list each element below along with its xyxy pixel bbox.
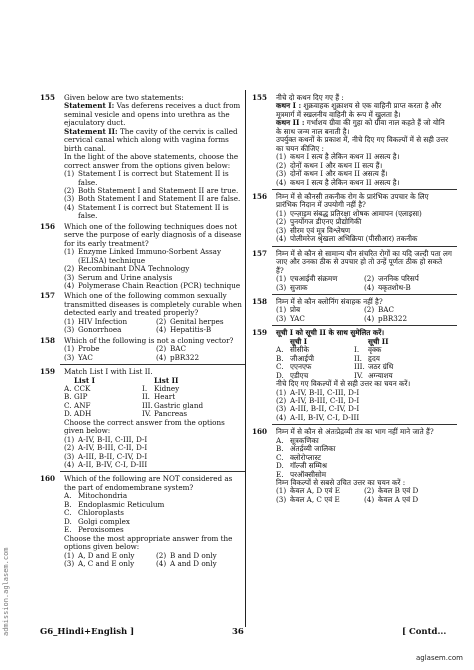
- question-instruction: In the light of the above statements, choose the correct answer from the options given below:: [64, 152, 239, 170]
- question-number: 160: [252, 427, 268, 437]
- statement-2-text: गर्भाशय ग्रीवा की गुहा को ग्रीवा नाल कहते हैं जो योनि के साथ जन्म नाल बनाती है।: [276, 118, 445, 136]
- question-text: निम्न में से कौन से अंतःप्रेद्रव्यी तंत्र का भाग नहीं माने जाते हैं?: [276, 427, 434, 437]
- option: (4) Statement I is correct but Statement II is false.: [64, 202, 229, 221]
- statement-2-text: The cavity of the cervix is called cervical canal which along with vagina forms birth canal.: [64, 126, 238, 153]
- divider: [272, 325, 457, 326]
- question-text: Which one of the following techniques does not serve the purpose of early diagnosis of a disease for its early treatment?: [64, 221, 242, 248]
- question-text: Which one of the following common sexually transmitted diseases is completely curable when detected early and treated properly?: [64, 291, 242, 318]
- question-159-hi: 159 सूची I को सूची II के साथ सुमेलित करें। सूची I सूची II A. सीसीके I. वृक्क B. जीआईपी II. हृदय C. एएनएफ III. जठर ग्रंथि D. एडीएच IV. अग्न्याशय नीचे दिए गए विकल्पों में से सही उत्तर का चयन करें। (1) A-IV, B-II, C-III, D-I (2) A-IV, B-III, C-II, D-I (3) A-III, B-II, C-IV, D-I (4) A-II, B-IV, C-I, D-III: [252, 329, 452, 422]
- question-number: 156: [40, 221, 56, 231]
- question-157-hi: 157 निम्न में से कौन से सामान्य यौन संचरित रोगों का यदि जल्दी पता लग जाए और उनका ठीक से उपचार हो तो उन्हें पूर्णतः ठीक हो सकते हैं? (1) एचआईवी संक्रमण (2) जननिक परिसर्प (3) सुजाक (4) यकृतशोथ-B: [252, 248, 452, 292]
- question-number: 158: [252, 296, 268, 306]
- watermark: admission.aglasem.com: [2, 547, 10, 636]
- hindi-column: [252, 94, 452, 506]
- question-156-hi: 156 निम्न में से कौनसी तकनीक रोग के प्रारंभिक उपचार के लिए प्रारंभिक निदान में उपयोगी नहीं है? (1) एन्ज़ाइम संबद्ध प्रतिरक्षा शोषक आमापन (एलाइसा) (2) पुनर्योगज डीएनए प्रौद्योगिकी (3) सीरम एवं मूत्र विश्लेषण (4) पोलीमरेज श्रृंखला अभिक्रिया (पीसीआर) तकनीक: [252, 193, 452, 244]
- statement-2-label: Statement II:: [64, 126, 118, 136]
- question-155-hi: 155 नीचे दो कथन दिए गए हैं : कथन I : शुक्रवाहक शुक्राशय से एक वाहिनी प्राप्त करता है और मूत्रमार्ग में स्खलनीय वाहिनी के रूप में खुलता है। कथन II : गर्भाशय ग्रीवा की गुहा को ग्रीवा नाल कहते हैं जो योनि के साथ जन्म नाल बनाती है। उपर्युक्त कथनों के प्रकाश में, नीचे दिए गए विकल्पों में से सही उत्तर का चयन कीजिए : (1) कथन I सत्य है लेकिन कथन II असत्य है। (2) दोनों कथन I और कथन II सत्य हैं। (3) दोनों कथन I और कथन II असत्य हैं। (4) कथन I सत्य है लेकिन कथन II असत्य है।: [252, 94, 452, 187]
- option: (1) Enzyme Linked Immuno-Sorbent Assay (ELISA) technique: [64, 247, 222, 265]
- option: (3) Both Statement I and Statement II are false.: [64, 194, 241, 204]
- question-text: निम्न में से कौनसी तकनीक रोग के प्रारंभिक उपचार के लिए प्रारंभिक निदान में उपयोगी नहीं है?: [276, 191, 429, 210]
- question-text: निम्न में से कौन से सामान्य यौन संचरित रोगों का यदि जल्दी पता लग जाए और उनका ठीक से उपचार हो तो उन्हें पूर्णतः ठीक हो सकते हैं?: [276, 248, 452, 275]
- question-number: 157: [40, 291, 56, 301]
- question-number: 155: [40, 93, 56, 102]
- option: (2) Both Statement I and Statement II are true.: [64, 185, 239, 195]
- continued-label: [ Contd...: [402, 627, 447, 637]
- english-column: [40, 94, 244, 570]
- question-156-en: [40, 223, 244, 291]
- divider: [272, 294, 457, 295]
- question-instruction: Choose the correct answer from the options given below:: [64, 417, 225, 436]
- page-number: 36: [232, 627, 244, 637]
- question-159-en: 159 Match List I with List II. List I List II A. CCK I. Kidney B. GIP II. Heart C. ANF III. Gastric gland D. ADH IV. Pancreas Choose the correct answer from the options given below: (1) A-IV, B-II, C-III, D-I (2) A-IV, B-III, C-II, D-I (3) A-III, B-II, C-IV, D-I (4) A-II, B-IV, C-I, D-III: [40, 368, 244, 469]
- question-intro: नीचे दो कथन दिए गए हैं :: [276, 93, 344, 102]
- question-intro: Given below are two statements:: [64, 93, 184, 102]
- question-157-en: 157 Which one of the following common sexually transmitted diseases is completely curable when detected early and treated properly? (1) HIV Infection (2) Genital herpes (3) Gonorrhoea (4) Hepatitis-B: [40, 292, 244, 334]
- divider: [60, 364, 245, 365]
- question-160-hi: 160 निम्न में से कौन से अंतःप्रेद्रव्यी तंत्र का भाग नहीं माने जाते हैं? A. सूत्रकणिका B. अंतर्द्रव्यी जालिका C. क्लोरोप्लास्ट D. गॉल्जी सम्मिश्र E. परऑक्सीसोम निम्न विकल्पों से सबसे उचित उत्तर का चयन करें : (1) केवल A, D एवं E (2) केवल B एवं D (3) केवल A, C एवं E (4) केवल A एवं D: [252, 428, 452, 504]
- divider: [60, 471, 245, 472]
- question-160-en: 160 Which of the following are NOT considered as the part of endomembrane system? A. Mitochondria B. Endoplasmic Reticulum C. Chloroplasts D. Golgi complex E. Peroxisomes Choose the most appropriate answer from the options given below: (1) A, D and E only (2) B and D only (3) A, C and E only (4) A and D only: [40, 475, 244, 568]
- divider: [272, 424, 457, 425]
- question-number: 156: [252, 191, 268, 201]
- column-divider: [245, 90, 246, 627]
- option: (1) Statement I is correct but Statement II is false.: [64, 169, 229, 187]
- paper-code: G6_Hindi+English ]: [40, 627, 135, 637]
- divider: [272, 246, 457, 247]
- question-number: 160: [40, 474, 56, 484]
- question-155-en: [40, 94, 244, 221]
- question-instruction: Choose the most appropriate answer from the options given below:: [64, 533, 233, 552]
- list-1-header: सूची I: [290, 336, 308, 346]
- question-number: 158: [40, 335, 56, 345]
- question-instruction: निम्न विकल्पों से सबसे उचित उत्तर का चयन करें :: [276, 478, 406, 488]
- question-number: 159: [252, 328, 268, 338]
- question-number: 157: [252, 248, 268, 258]
- statement-1-label: Statement I:: [64, 101, 115, 111]
- question-text: सूची I को सूची II के साथ सुमेलित करें।: [276, 328, 385, 338]
- question-158-en: 158 Which of the following is not a cloning vector? (1) Probe (2) BAC (3) YAC (4) pBR322: [40, 337, 244, 362]
- list-1-header: List I: [74, 375, 96, 385]
- question-text: निम्न में से कौन क्लोनिंग संवाहक नहीं है?: [276, 296, 383, 306]
- option: (4) Polymerase Chain Reaction (PCR) technique: [64, 280, 241, 290]
- option: (3) Serum and Urine analysis: [64, 272, 173, 282]
- site-label: aglasem.com: [416, 654, 463, 662]
- question-text: Which of the following is not a cloning vector?: [64, 335, 234, 345]
- question-text: Which of the following are NOT considered as the part of endomembrane system?: [64, 474, 233, 492]
- statement-2-label: कथन II :: [276, 118, 305, 128]
- option: (2) Recombinant DNA Technology: [64, 264, 190, 274]
- match-table: List I List II A. CCK I. Kidney B. GIP II. Heart C. ANF III. Gastric gland D. ADH IV. Pancreas: [64, 377, 244, 419]
- question-text: Match List I with List II.: [64, 367, 153, 377]
- question-instruction: नीचे दिए गए विकल्पों में से सही उत्तर का चयन करें।: [276, 379, 411, 389]
- question-instruction: उपर्युक्त कथनों के प्रकाश में, नीचे दिए गए विकल्पों में से सही उत्तर का चयन कीजिए :: [276, 135, 449, 153]
- statement-1-text: शुक्रवाहक शुक्राशय से एक वाहिनी प्राप्त करता है और मूत्रमार्ग में स्खलनीय वाहिनी के रूप में खुलता है।: [276, 101, 442, 119]
- divider: [272, 189, 457, 190]
- question-number: 155: [252, 93, 268, 102]
- list-2-header: List II: [154, 375, 179, 385]
- list-2-header: सूची II: [368, 336, 389, 346]
- statement-1-text: Vas deferens receives a duct from seminal vesicle and opens into urethra as the ejaculatory duct.: [64, 101, 241, 128]
- statement-1-label: कथन I :: [276, 101, 302, 111]
- question-number: 159: [40, 367, 56, 377]
- question-158-hi: 158 निम्न में से कौन क्लोनिंग संवाहक नहीं है? (1) प्रोब (2) BAC (3) YAC (4) pBR322: [252, 298, 452, 323]
- match-table: सूची I सूची II A. सीसीके I. वृक्क B. जीआईपी II. हृदय C. एएनएफ III. जठर ग्रंथि D. एडीएच IV. अग्न्याशय: [276, 338, 452, 380]
